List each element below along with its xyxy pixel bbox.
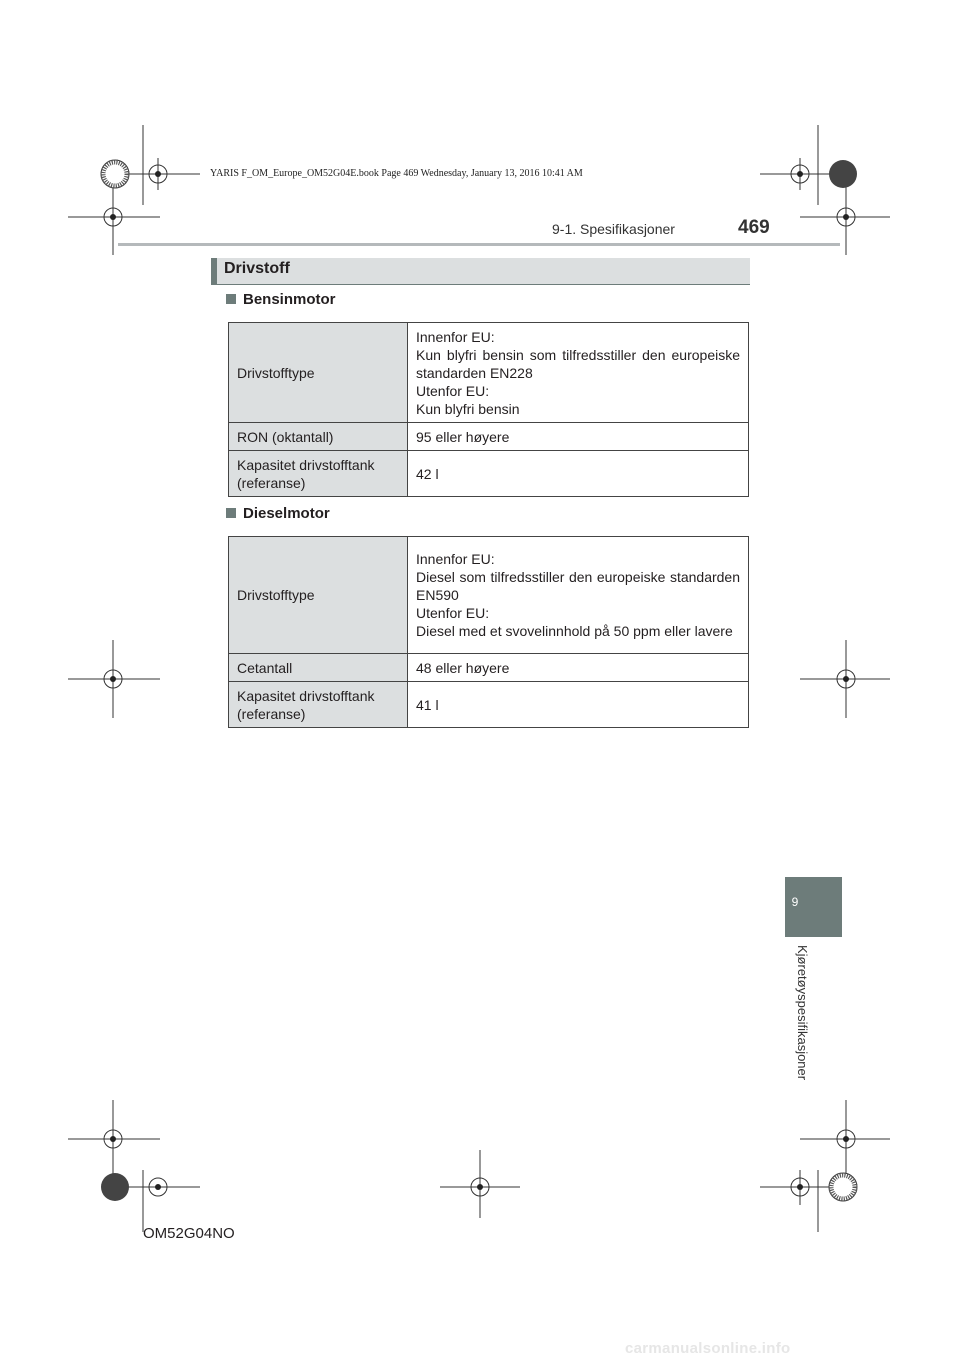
- table-cell-value: 42 l: [408, 451, 749, 497]
- value-line: Innenfor EU:: [416, 328, 495, 345]
- table-row: [229, 323, 749, 423]
- table-cell-value: 48 eller høyere: [408, 654, 749, 682]
- table-row: [229, 537, 749, 654]
- table-cell-key: Drivstofftype: [229, 537, 408, 654]
- square-bullet-icon: [226, 294, 236, 304]
- chapter-label: Kjøretøyspesifikasjoner: [795, 945, 810, 1081]
- table-row: [229, 682, 749, 728]
- heading-title: Drivstoff: [224, 260, 290, 277]
- table-cell-key: RON (oktantall): [229, 423, 408, 451]
- table-cell-key: Drivstofftype: [229, 323, 408, 423]
- square-bullet-icon: [226, 508, 236, 518]
- table-cell-key: Kapasitet drivstofftank (referanse): [229, 682, 408, 728]
- section-title: 9-1. Spesifikasjoner: [552, 221, 675, 237]
- table-cell-key: Cetantall: [229, 654, 408, 682]
- chapter-number: 9: [791, 895, 799, 909]
- subheading-petrol: [226, 291, 336, 308]
- table-cell-value: 41 l: [408, 682, 749, 728]
- table-row: [229, 423, 749, 451]
- table-cell-value: [408, 537, 749, 654]
- value-line: Diesel med et svovelinnhold på 50 ppm eller lavere: [416, 623, 733, 639]
- value-line: Utenfor EU:: [416, 605, 490, 621]
- document-code: OM52G04NO: [143, 1225, 235, 1242]
- value-line: Kun blyfri bensin som tilfredsstiller den europeiske standarden EN228: [416, 346, 740, 381]
- table-cell-value: [408, 323, 749, 423]
- subheading-diesel-label: Dieselmotor: [243, 505, 330, 522]
- subheading-petrol-label: Bensinmotor: [243, 291, 336, 308]
- table-cell-key: Kapasitet drivstofftank (referanse): [229, 451, 408, 497]
- watermark: carmanualsonline.info: [625, 1340, 791, 1357]
- value-line: Diesel som tilfredsstiller den europeiske standarden EN590: [416, 569, 740, 603]
- value-line: Utenfor EU:: [416, 382, 490, 399]
- table-cell-value: 95 eller høyere: [408, 423, 749, 451]
- diesel-spec-table: [228, 536, 749, 728]
- table-row: [229, 451, 749, 497]
- value-line: Kun blyfri bensin: [416, 400, 520, 417]
- table-row: [229, 654, 749, 682]
- subheading-diesel: [226, 505, 330, 522]
- heading-bar: [211, 258, 750, 285]
- value-line: Innenfor EU:: [416, 551, 495, 567]
- petrol-spec-table: [228, 322, 749, 497]
- page-number: 469: [738, 217, 770, 238]
- print-info: YARIS F_OM_Europe_OM52G04E.book Page 469 Wednesday, January 13, 2016 10:41 AM: [210, 168, 583, 179]
- header-rule: [118, 243, 840, 246]
